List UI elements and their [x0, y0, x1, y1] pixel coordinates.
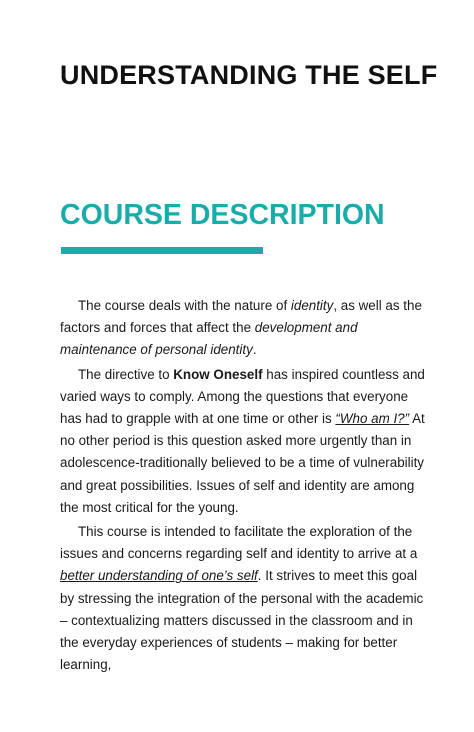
text-span: , as well as the factors and forces that affect the: [60, 298, 422, 336]
text-span: At no other period is this question asked more urgently than in adolescence-traditionally believed to be a time of vulnerability and great possibilities. Issues of self and identity are among the most critical for the young.: [60, 411, 425, 515]
underlined-italic-text: “Who am I?”: [335, 411, 410, 427]
paragraph-2: [60, 364, 432, 519]
paragraph-3: [60, 521, 432, 676]
underlined-italic-text: better understanding of one’s self: [60, 568, 258, 584]
section-heading: COURSE DESCRIPTION: [60, 199, 385, 231]
text-span: has inspired countless and varied ways to comply. Among the questions that everyone has had to grapple with at one time or other is: [60, 366, 425, 427]
italic-text: development and maintenance of personal identity: [60, 320, 358, 358]
text-span: .: [252, 342, 257, 358]
text-span: The directive to: [78, 366, 174, 382]
italic-text: identity: [290, 298, 334, 313]
course-description-body: [60, 295, 432, 676]
heading-underline-bar: [61, 247, 263, 254]
paragraph-1: [60, 295, 432, 362]
page-title: UNDERSTANDING THE SELF: [60, 60, 438, 90]
text-span: . It strives to meet this goal by stressing the integration of the personal with the academic – contextualizing matters discussed in the classroom and in the everyday experiences of students – making for better learning,: [60, 568, 424, 673]
bold-text: Know Oneself: [173, 366, 263, 382]
text-span: This course is intended to facilitate the exploration of the issues and concerns regarding self and identity to arrive at a: [60, 524, 418, 562]
text-span: The course deals with the nature of: [78, 298, 291, 313]
